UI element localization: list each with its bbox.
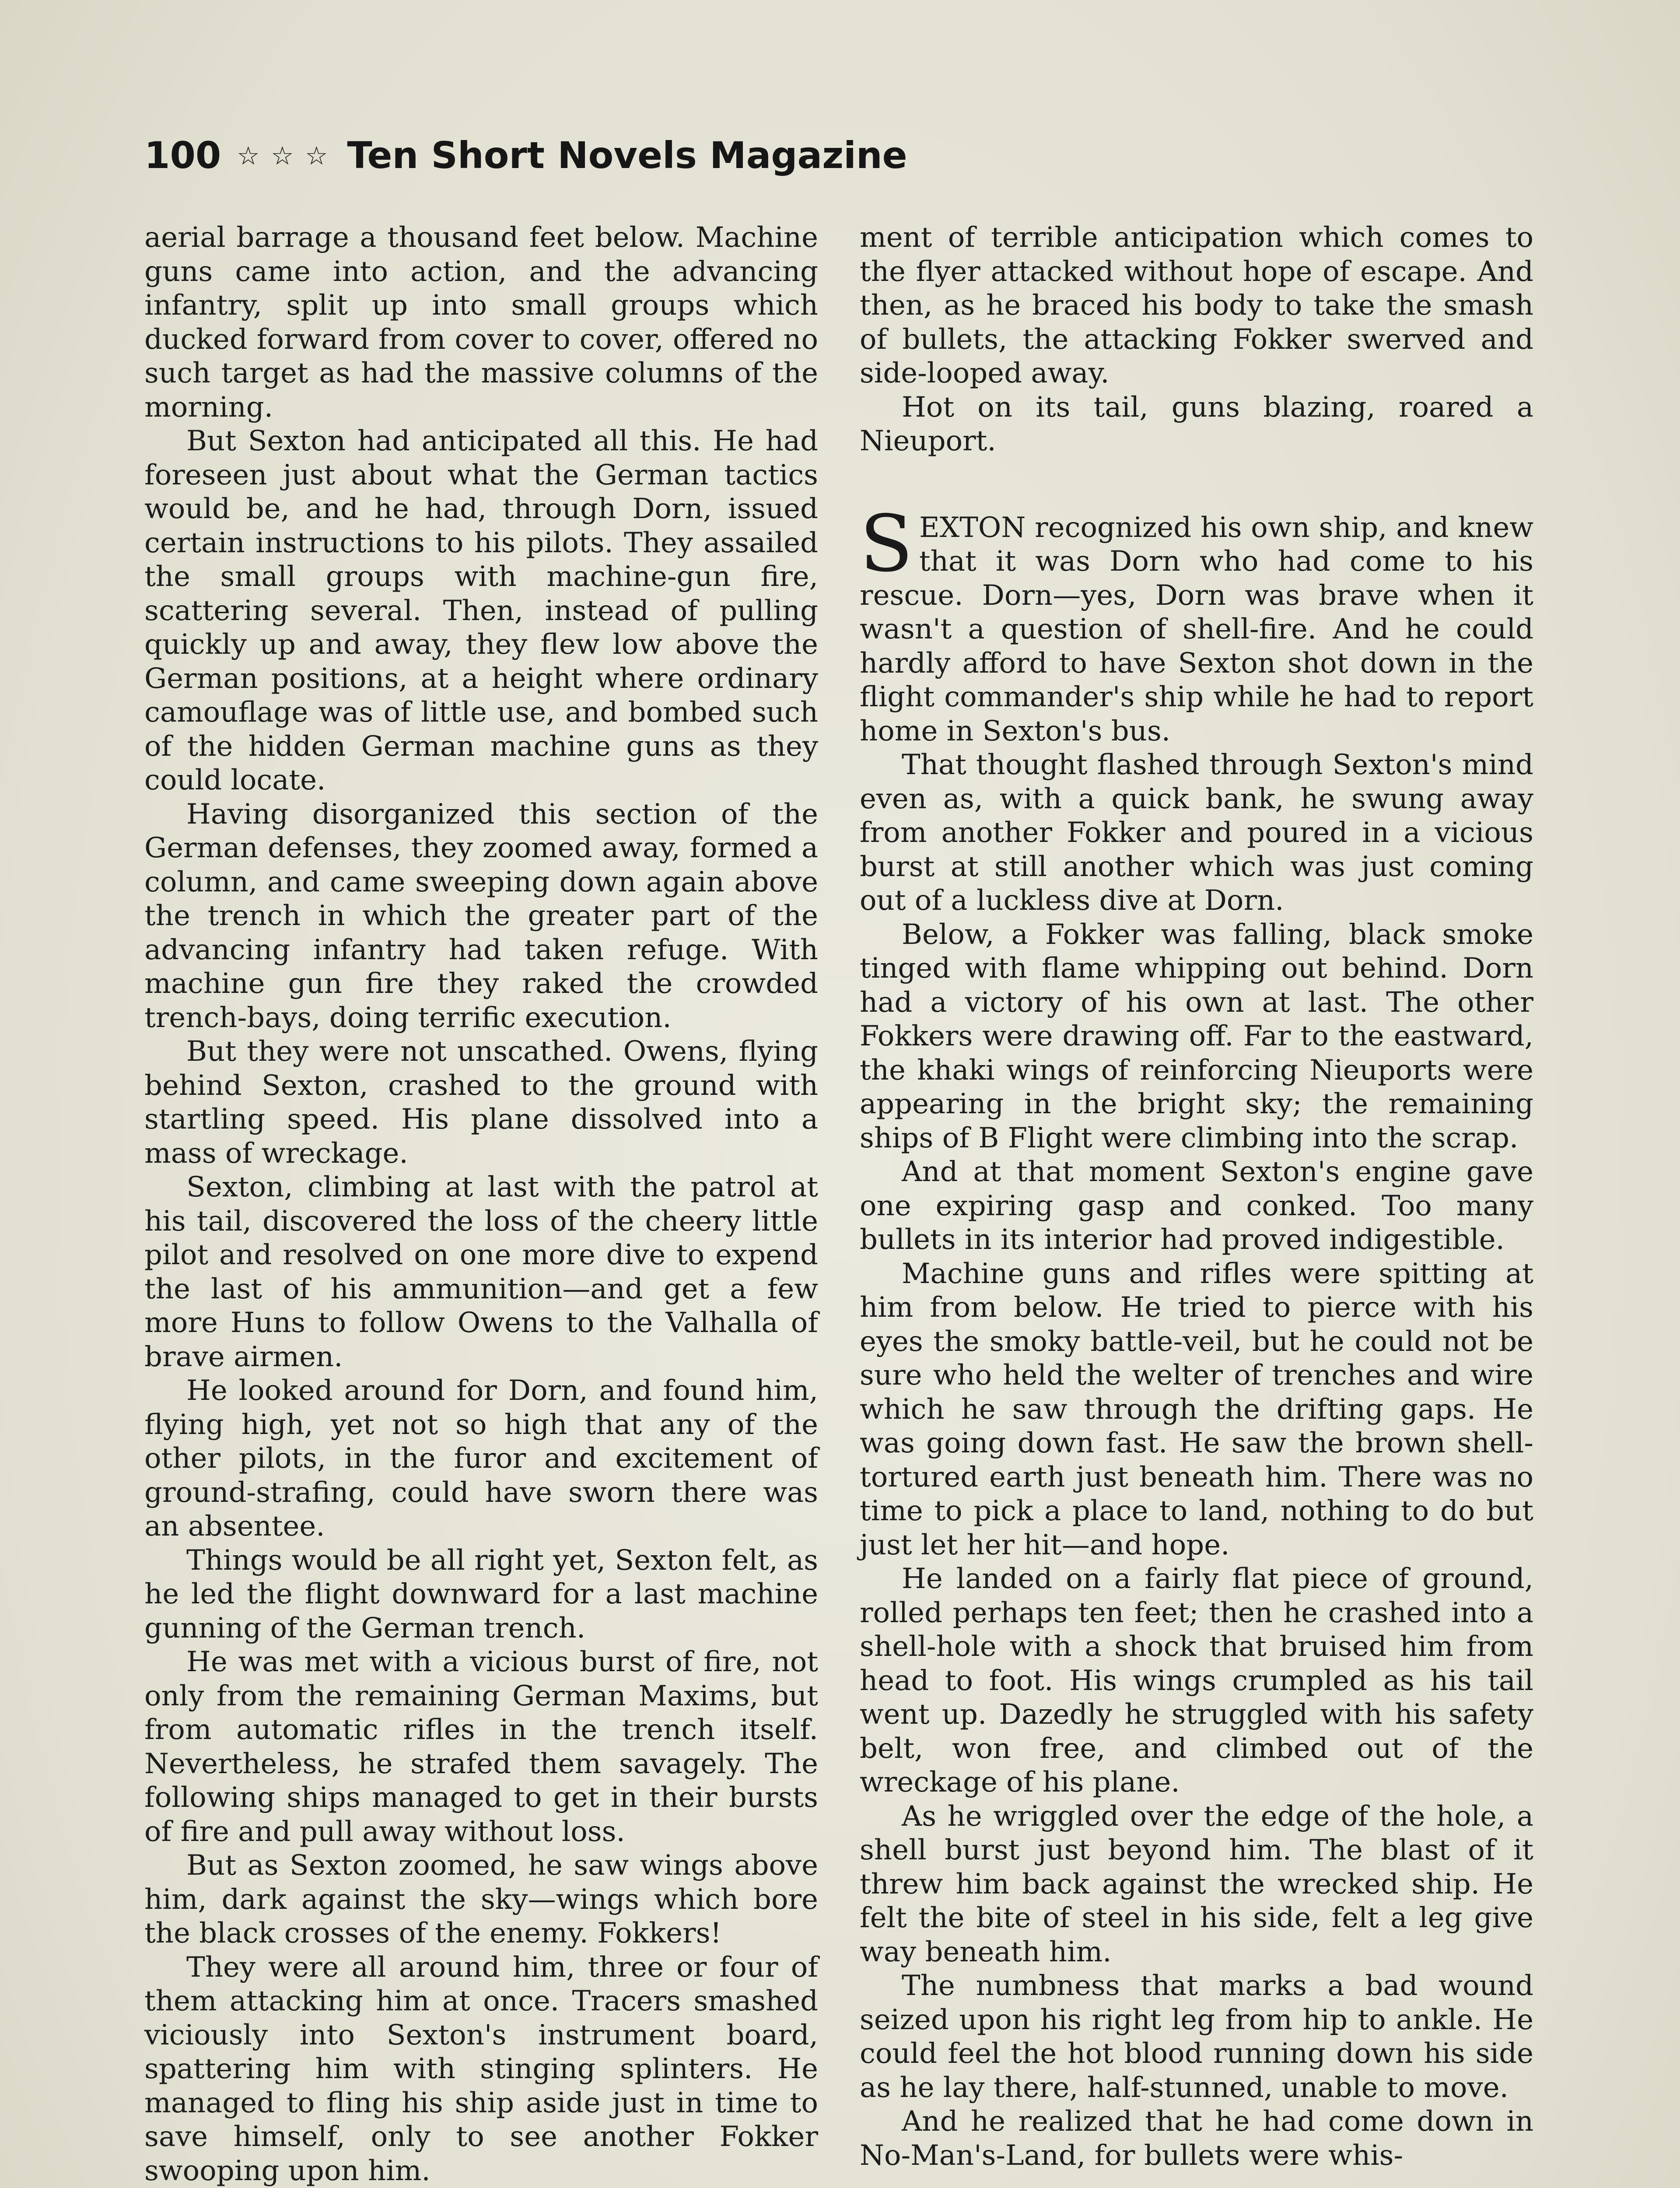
paragraph: But Sexton had anticipated all this. He had foreseen just about what the German tactics would be, and he had, through Dorn, issued certain instructions to his pilots. They assailed the small groups with machine-gun fire, scattering several. Then, instead of pulling quickly up and away, they flew low above the German positions, at a height where ordinary camouflage was of little use, and bombed such of the hidden German machine guns as they could locate. <box>144 425 818 796</box>
paragraph: The numbness that marks a bad wound seized upon his right leg from hip to ankle. He could feel the hot blood running down his side as he lay there, half-stunned, unable to move. <box>860 1970 1533 2104</box>
drop-cap: S <box>860 498 913 589</box>
section-opening-paragraph <box>860 498 1533 749</box>
paragraph: Hot on its tail, guns blazing, roared a Nieuport. <box>860 391 1533 457</box>
paragraph: Things would be all right yet, Sexton felt, as he led the flight downward for a last machine gunning of the German trench. <box>144 1544 818 1645</box>
page-number: 100 <box>144 134 221 177</box>
paragraph: Machine guns and rifles were spitting at him from below. He tried to pierce with his eyes the smoky battle-veil, but he could not be sure who held the welter of trenches and wire which he saw through the drifting gaps. He was going down fast. He saw the brown shell-tortured earth just beneath him. There was no time to pick a place to land, nothing to do but just let her hit—and hope. <box>860 1257 1533 1561</box>
magazine-title: Ten Short Novels Magazine <box>347 134 907 177</box>
paragraph: ment of terrible anticipation which comes to the flyer attacked without hope of escape. And then, as he braced his body to take the smash of bullets, the attacking Fokker swerved and side-looped away. <box>860 221 1533 389</box>
paragraph: Sexton, climbing at last with the patrol at his tail, discovered the loss of the cheery little pilot and resolved on one more dive to expend the last of his ammunition—and get a few more Huns to follow Owens to the Valhalla of brave airmen. <box>144 1171 818 1373</box>
paragraph: Below, a Fokker was falling, black smoke tinged with flame whipping out behind. Dorn had a victory of his own at last. The other Fokkers were drawing off. Far to the eastward, the khaki wings of reinforcing Nieuports were appearing in the bright sky; the remaining ships of B Flight were climbing into the scrap. <box>860 918 1533 1154</box>
paragraph: But as Sexton zoomed, he saw wings above him, dark against the sky—wings which bore the black crosses of the enemy. Fokkers! <box>144 1849 818 1950</box>
right-text-column <box>860 221 1533 2173</box>
paragraph: Having disorganized this section of the German defenses, they zoomed away, formed a column, and came sweeping down again above the trench in which the greater part of the advancing infantry had taken refuge. With machine gun fire they raked the crowded trench-bays, doing terrific execution. <box>144 798 818 1034</box>
star-ornaments: ☆☆☆ <box>237 141 340 171</box>
left-text-column <box>144 221 818 2188</box>
paragraph: As he wriggled over the edge of the hole, a shell burst just beyond him. The blast of it threw him back against the wrecked ship. He felt the bite of steel in his side, felt a leg give way beneath him. <box>860 1800 1533 1968</box>
paragraph: He was met with a vicious burst of fire, not only from the remaining German Maxims, but from automatic rifles in the trench itself. Nevertheless, he strafed them savagely. The following ships managed to get in their bursts of fire and pull away without loss. <box>144 1646 818 1848</box>
paragraph: They were all around him, three or four of them attacking him at once. Tracers smashed viciously into Sexton's instrument board, spattering him with stinging splinters. He managed to fling his ship aside just in time to save himself, only to see another Fokker swooping upon him. <box>144 1951 818 2187</box>
paragraph: That thought flashed through Sexton's mind even as, with a quick bank, he swung away from another Fokker and poured in a vicious burst at still another which was just coming out of a luckless dive at Dorn. <box>860 749 1533 917</box>
paragraph: He landed on a fairly flat piece of ground, rolled perhaps ten feet; then he crashed into a shell-hole with a shock that bruised him from head to foot. His wings crumpled as his tail went up. Dazedly he struggled with his safety belt, won free, and climbed out of the wreckage of his plane. <box>860 1563 1533 1799</box>
paragraph: aerial barrage a thousand feet below. Machine guns came into action, and the advancing infantry, split up into small groups which ducked forward from cover to cover, offered no such target as had the massive columns of the morning. <box>144 221 818 424</box>
running-header <box>144 129 907 182</box>
paragraph: And at that moment Sexton's engine gave one expiring gasp and conked. Too many bullets in its interior had proved indigestible. <box>860 1156 1533 1256</box>
paragraph: He looked around for Dorn, and found him, flying high, yet not so high that any of the other pilots, in the furor and excitement of ground-strafing, could have sworn there was an absentee. <box>144 1375 818 1543</box>
paragraph: But they were not unscathed. Owens, flying behind Sexton, crashed to the ground with startling speed. His plane dissolved into a mass of wreckage. <box>144 1035 818 1170</box>
paragraph: And he realized that he had come down in No-Man's-Land, for bullets were whis- <box>860 2105 1533 2172</box>
section-opening-text: EXTON recognized his own ship, and knew that it was Dorn who had come to his rescue. Dorn—yes, Dorn was brave when it wasn't a question of shell-fire. And he could hardly afford to have Sexton shot down in the flight commander's ship while he had to report home in Sexton's bus. <box>860 511 1533 747</box>
